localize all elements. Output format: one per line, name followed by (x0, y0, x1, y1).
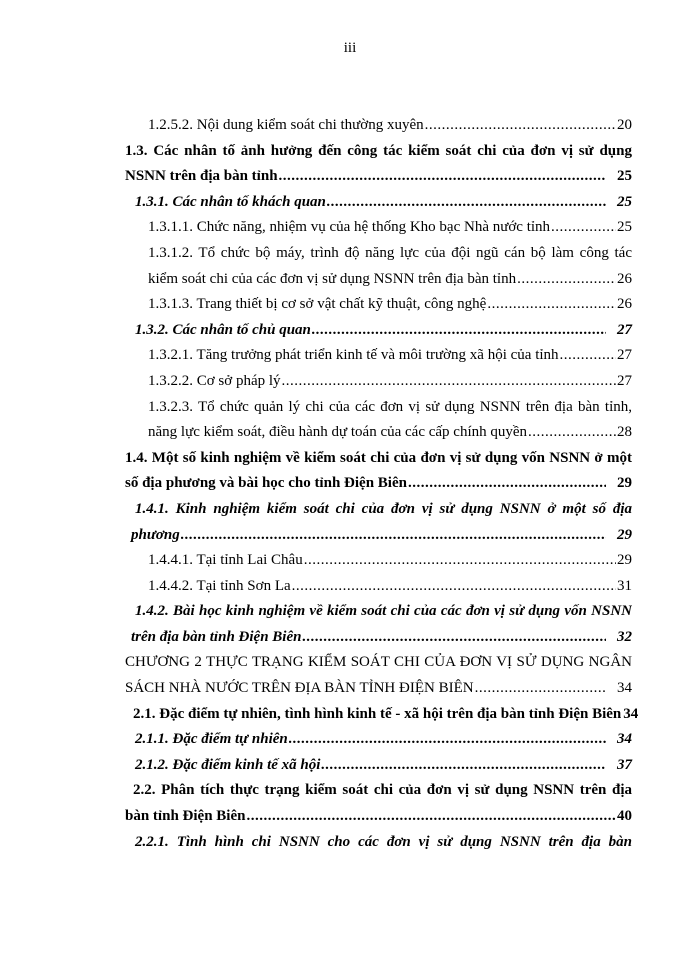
dot-leader (517, 267, 616, 293)
dot-leader (321, 753, 606, 779)
toc-line (125, 139, 632, 165)
toc-line (125, 292, 632, 318)
toc-entry[interactable] (125, 574, 632, 600)
toc-entry[interactable] (125, 446, 632, 497)
toc-line (125, 523, 632, 549)
toc-entry-title: 1.2.5.2. Nội dung kiểm soát chi thường xuyên (148, 117, 424, 133)
toc-entry-title: 1.4. Một số kinh nghiệm về kiểm soát chi của đơn vị sử dụng vốn NSNN ở một (125, 449, 632, 466)
toc-line (125, 395, 632, 421)
toc-page-number: 27 (617, 372, 632, 389)
dot-leader (475, 676, 606, 702)
dot-leader (282, 369, 616, 395)
toc-entry[interactable] (125, 830, 632, 856)
toc-entry-title: 1.3.2.2. Cơ sở pháp lý (148, 372, 281, 389)
toc-entry-title: 1.3.1.1. Chức năng, nhiệm vụ của hệ thống Kho bạc Nhà nước tỉnh (148, 219, 551, 236)
toc-page-number: 25 (617, 193, 632, 210)
toc-entry-title: 1.3. Các nhân tố ảnh hưởng đến công tác kiểm soát chi của đơn vị sử dụng (125, 142, 632, 159)
toc-entry[interactable] (125, 599, 632, 650)
toc-entry-title: SÁCH NHÀ NƯỚC TRÊN ĐỊA BÀN TỈNH ĐIỆN BIÊN (125, 680, 474, 697)
toc-entry-title: 1.3.2. Các nhân tố chủ quan (135, 321, 311, 338)
toc-page-number: 32 (617, 628, 632, 645)
toc-entry[interactable] (125, 395, 632, 446)
toc-entry-title: 1.3.1. Các nhân tố khách quan (135, 193, 326, 210)
toc-line (125, 574, 632, 600)
toc-entry-title: CHƯƠNG 2 THỰC TRẠNG KIỂM SOÁT CHI CỦA ĐƠN VỊ SỬ DỤNG NGÂN (125, 654, 632, 671)
toc-entry-title: NSNN trên địa bàn tỉnh (125, 168, 278, 185)
dot-leader (528, 420, 616, 446)
toc-page-number: 40 (617, 808, 632, 825)
dot-leader (302, 625, 606, 651)
toc-entry-title: 1.4.4.1. Tại tỉnh Lai Châu (148, 552, 303, 569)
toc-entry-title: số địa phương và bài học cho tỉnh Điện Biên (125, 475, 407, 492)
toc-page-number: 29 (617, 552, 632, 569)
toc-entry[interactable] (125, 292, 632, 318)
toc-line (125, 343, 632, 369)
toc-line (125, 650, 632, 676)
dot-leader (246, 804, 616, 830)
toc-line (125, 702, 639, 728)
toc-page-number: 34 (617, 680, 632, 697)
toc-line (125, 420, 632, 446)
toc-page-number: 28 (617, 424, 632, 441)
toc-entry[interactable] (125, 113, 632, 139)
toc-page-number: 29 (617, 526, 632, 543)
toc-line (125, 164, 632, 190)
dot-leader (312, 318, 606, 344)
toc-entry[interactable] (125, 753, 632, 779)
toc-entry[interactable] (125, 548, 632, 574)
toc-entry-title: 2.2.1. Tình hình chi NSNN cho các đơn vị sử dụng NSNN trên địa bàn (135, 833, 632, 850)
toc-entry-title: 1.3.2.3. Tổ chức quản lý chi của các đơn vị sử dụng NSNN trên địa bàn tỉnh, (148, 398, 632, 415)
toc-page-number: 26 (617, 270, 632, 287)
toc-page-number: 20 (617, 117, 632, 133)
toc-entry-title: trên địa bàn tỉnh Điện Biên (131, 628, 302, 645)
toc-entry-title: bàn tỉnh Điện Biên (125, 808, 246, 825)
toc-entry[interactable] (125, 497, 632, 548)
toc-entry-title: 1.3.2.1. Tăng trưởng phát triển kinh tế và môi trường xã hội của tỉnh (148, 347, 559, 364)
toc-page-number: 25 (617, 168, 632, 185)
toc-line (125, 446, 632, 472)
toc-entry[interactable] (125, 727, 632, 753)
toc-line (125, 318, 632, 344)
toc-entry-title: 2.1.2. Đặc điểm kinh tế xã hội (135, 756, 321, 773)
dot-leader (181, 523, 606, 549)
dot-leader (279, 164, 606, 190)
dot-leader (289, 727, 606, 753)
dot-leader (551, 215, 616, 241)
toc-line (125, 471, 632, 497)
toc-line (125, 190, 632, 216)
dot-leader (304, 548, 616, 574)
toc-entry[interactable] (125, 318, 632, 344)
toc-entry[interactable] (125, 702, 639, 728)
toc-entry-title: năng lực kiểm soát, điều hành dự toán của các cấp chính quyền (148, 424, 528, 441)
toc-line (125, 804, 632, 830)
toc-entry[interactable] (125, 190, 632, 216)
toc-entry-title: 1.3.1.2. Tổ chức bộ máy, trình độ năng lực của đội ngũ cán bộ làm công tác (148, 244, 632, 261)
toc-entry-title: 1.4.4.2. Tại tỉnh Sơn La (148, 577, 291, 594)
toc-line (125, 778, 632, 804)
toc-line (125, 113, 632, 139)
toc-page-number: 27 (617, 347, 632, 364)
toc-entry-title: phương (131, 526, 180, 543)
toc-entry-title: 1.4.1. Kinh nghiệm kiểm soát chi của đơn vị sử dụng NSNN ở một số địa (135, 500, 632, 517)
toc-entry-title: kiểm soát chi của các đơn vị sử dụng NSNN trên địa bàn tỉnh (148, 270, 517, 287)
toc-entry-title: 2.2. Phân tích thực trạng kiểm soát chi của đơn vị sử dụng NSNN trên địa (133, 782, 632, 799)
dot-leader (487, 292, 616, 318)
toc-page-number: 29 (617, 475, 632, 492)
toc-line (125, 267, 632, 293)
dot-leader (425, 113, 616, 139)
toc-entry-title: 1.3.1.3. Trang thiết bị cơ sở vật chất kỹ thuật, công nghệ (148, 296, 487, 313)
toc-line (125, 830, 632, 856)
toc-page-number: 34 (617, 731, 632, 748)
toc-entry[interactable] (125, 139, 632, 190)
toc-line (125, 548, 632, 574)
toc-entry-title: 2.1.1. Đặc điểm tự nhiên (135, 731, 288, 748)
toc-page-number: 27 (617, 321, 632, 338)
toc-page-number: 26 (617, 296, 632, 313)
toc-line (125, 369, 632, 395)
toc-line (125, 753, 632, 779)
toc-entry-title: 1.4.2. Bài học kinh nghiệm về kiểm soát chi của các đơn vị sử dụng vốn NSNN (135, 603, 632, 620)
dot-leader (408, 471, 606, 497)
toc-page-number: 34 (623, 705, 639, 722)
toc-page-number: 25 (617, 219, 632, 236)
toc-entry-title: 2.1. Đặc điểm tự nhiên, tình hình kinh tế - xã hội trên địa bàn tỉnh Điện Biên (133, 705, 622, 722)
dot-leader (560, 343, 616, 369)
dot-leader (327, 190, 606, 216)
table-of-contents (125, 113, 639, 855)
toc-line (125, 676, 632, 702)
toc-entry[interactable] (125, 650, 632, 701)
toc-entry[interactable] (125, 241, 632, 292)
dot-leader (292, 574, 616, 600)
toc-entry[interactable] (125, 778, 632, 829)
toc-line (125, 625, 632, 651)
page-number: iii (343, 40, 357, 56)
toc-entry[interactable] (125, 343, 632, 369)
toc-line (125, 599, 632, 625)
toc-page-number: 37 (617, 756, 632, 773)
toc-line (125, 215, 632, 241)
toc-line (125, 727, 632, 753)
toc-line (125, 241, 632, 267)
toc-page-number: 31 (617, 577, 632, 594)
toc-entry[interactable] (125, 369, 632, 395)
toc-entry[interactable] (125, 215, 632, 241)
toc-line (125, 497, 632, 523)
